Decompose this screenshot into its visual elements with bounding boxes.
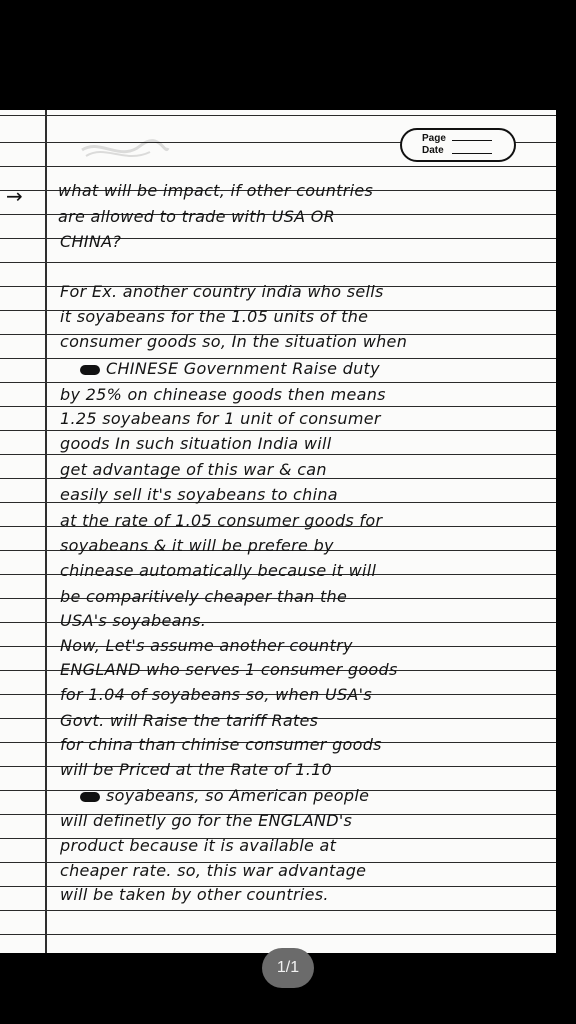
line-text: 1.25 soyabeans for 1 unit of consumer xyxy=(60,409,381,428)
line-text: get advantage of this war & can xyxy=(60,460,327,479)
line-text: be comparitively cheaper than the xyxy=(60,587,348,606)
line-text: goods In such situation India will xyxy=(60,434,332,453)
line-text: will be taken by other countries. xyxy=(60,885,329,904)
text-line xyxy=(60,231,121,253)
text-line xyxy=(60,810,352,832)
text-line xyxy=(60,535,334,557)
margin-line xyxy=(45,110,47,953)
page-date-box xyxy=(400,128,516,162)
line-text: will be Priced at the Rate of 1.10 xyxy=(60,760,333,779)
line-text: CHINESE Government Raise duty xyxy=(106,359,380,378)
text-line xyxy=(60,484,338,506)
line-text: are allowed to trade with USA OR xyxy=(58,207,336,226)
line-text: Now, Let's assume another country xyxy=(60,636,353,655)
text-line xyxy=(60,835,336,857)
text-line xyxy=(60,306,368,328)
line-text: USA's soyabeans. xyxy=(60,611,207,630)
line-text: CHINA? xyxy=(60,232,122,251)
text-line xyxy=(60,635,353,657)
page-label: Page xyxy=(422,133,446,144)
line-text: product because it is available at xyxy=(60,836,337,855)
line-text: will definetly go for the ENGLAND's xyxy=(60,811,353,830)
line-text: chinease automatically because it will xyxy=(60,561,377,580)
line-text: for china than chinise consumer goods xyxy=(60,735,382,754)
text-line xyxy=(80,358,380,380)
date-label: Date xyxy=(422,145,444,156)
line-text: soyabeans & it will be prefere by xyxy=(60,536,334,555)
text-line xyxy=(60,331,407,353)
text-line xyxy=(60,281,384,303)
text-line xyxy=(60,710,318,732)
line-text: Govt. will Raise the tariff Rates xyxy=(60,711,319,730)
line-text: it soyabeans for the 1.05 units of the xyxy=(60,307,369,326)
line-text: what will be impact, if other countries xyxy=(58,181,374,200)
date-line xyxy=(452,153,492,154)
text-line xyxy=(80,785,369,807)
line-text: easily sell it's soyabeans to china xyxy=(60,485,338,504)
line-text: cheaper rate. so, this war advantage xyxy=(60,861,367,880)
text-line xyxy=(60,884,329,906)
page-indicator: 1/1 xyxy=(262,948,314,988)
arrow-icon: → xyxy=(6,184,23,208)
text-line xyxy=(60,659,398,681)
text-line xyxy=(60,734,382,756)
line-text: consumer goods so, In the situation when xyxy=(60,332,408,351)
smudge-mark xyxy=(80,136,170,164)
scribble-mark xyxy=(80,365,100,375)
line-text: For Ex. another country india who sells xyxy=(60,282,384,301)
text-line xyxy=(60,510,382,532)
text-line xyxy=(60,759,332,781)
text-line xyxy=(60,610,206,632)
text-line xyxy=(58,180,373,202)
line-text: at the rate of 1.05 consumer goods for xyxy=(60,511,383,530)
text-line xyxy=(60,433,331,455)
text-line xyxy=(60,860,366,882)
line-text: by 25% on chinease goods then means xyxy=(60,385,386,404)
text-line xyxy=(58,206,335,228)
text-line xyxy=(60,384,386,406)
text-line xyxy=(60,408,381,430)
text-line xyxy=(60,684,372,706)
notebook-page xyxy=(0,110,556,953)
text-line xyxy=(60,586,347,608)
text-line xyxy=(60,459,327,481)
scribble-mark xyxy=(80,792,100,802)
line-text: for 1.04 of soyabeans so, when USA's xyxy=(60,685,373,704)
line-text: ENGLAND who serves 1 consumer goods xyxy=(60,660,398,679)
line-text: soyabeans, so American people xyxy=(106,786,370,805)
page-line xyxy=(452,140,492,141)
text-line xyxy=(60,560,376,582)
